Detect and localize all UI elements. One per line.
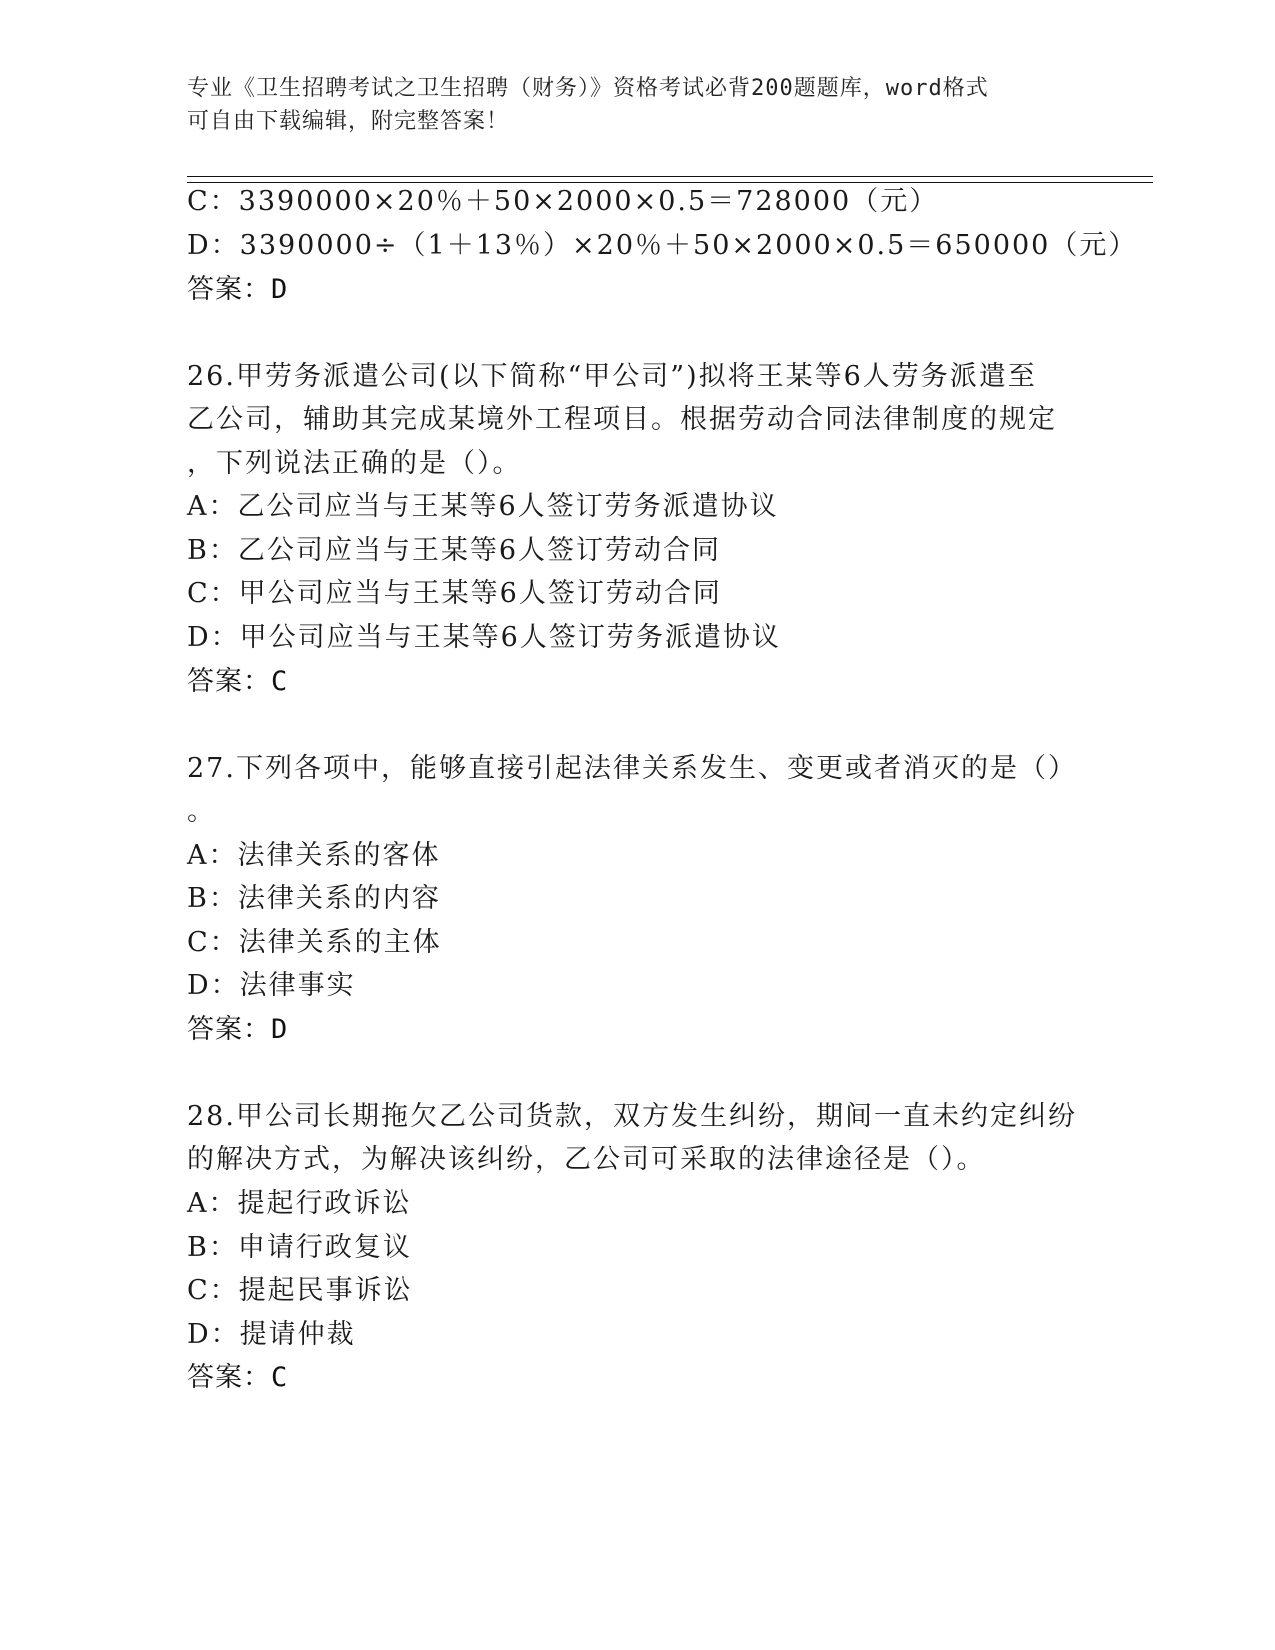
prev-answer: 答案：D (187, 274, 289, 305)
q26-option-d: D：甲公司应当与王某等6人签订劳务派遣协议 (187, 622, 781, 653)
q26-option-b: B：乙公司应当与王某等6人签订劳动合同 (187, 535, 722, 566)
q27-option-b: B：法律关系的内容 (187, 883, 441, 914)
header-title-line1: 专业《卫生招聘考试之卫生招聘（财务）》资格考试必背200题题库，word格式 (187, 76, 989, 101)
q27-stem-line1: 27.下列各项中，能够直接引起法律关系发生、变更或者消灭的是（） (187, 753, 1077, 784)
q28-stem-line1: 28.甲公司长期拖欠乙公司货款，双方发生纠纷，期间一直未约定纠纷 (187, 1101, 1077, 1132)
header-title-line2: 可自由下载编辑，附完整答案！ (187, 109, 510, 134)
q26-stem-line1: 26.甲劳务派遣公司(以下简称“甲公司”)拟将王某等6人劳务派遣至 (187, 361, 1037, 392)
q28-option-b: B：申请行政复议 (187, 1232, 412, 1263)
prev-option-c: C：3390000×20％＋50×2000×0.5＝728000（元） (187, 186, 939, 217)
q27-stem-line2: 。 (187, 796, 216, 827)
q27-option-a: A：法律关系的客体 (187, 840, 441, 871)
q27-option-d: D：法律事实 (187, 970, 356, 1001)
q26-option-a: A：乙公司应当与王某等6人签订劳务派遣协议 (187, 491, 779, 522)
q26-option-c: C：甲公司应当与王某等6人签订劳动合同 (187, 578, 722, 609)
q26-answer: 答案：C (187, 666, 289, 697)
q28-option-c: C：提起民事诉讼 (187, 1275, 413, 1306)
q28-stem-line2: 的解决方式，为解决该纠纷，乙公司可采取的法律途径是（）。 (187, 1144, 986, 1175)
q27-option-c: C：法律关系的主体 (187, 927, 442, 958)
header-divider-top (187, 176, 1153, 177)
q27-answer: 答案：D (187, 1014, 289, 1045)
q28-option-a: A：提起行政诉讼 (187, 1188, 412, 1219)
q26-stem-line3: ，下列说法正确的是（）。 (187, 448, 522, 479)
q26-stem-line2: 乙公司，辅助其完成某境外工程项目。根据劳动合同法律制度的规定 (187, 404, 1057, 435)
document-header (187, 72, 1087, 138)
q28-option-d: D：提请仲裁 (187, 1319, 356, 1350)
prev-option-d: D：3390000÷（1＋13％）×20％＋50×2000×0.5＝650000（元） (187, 230, 1138, 261)
header-divider-bottom (187, 182, 1153, 183)
q28-answer: 答案：C (187, 1362, 289, 1393)
